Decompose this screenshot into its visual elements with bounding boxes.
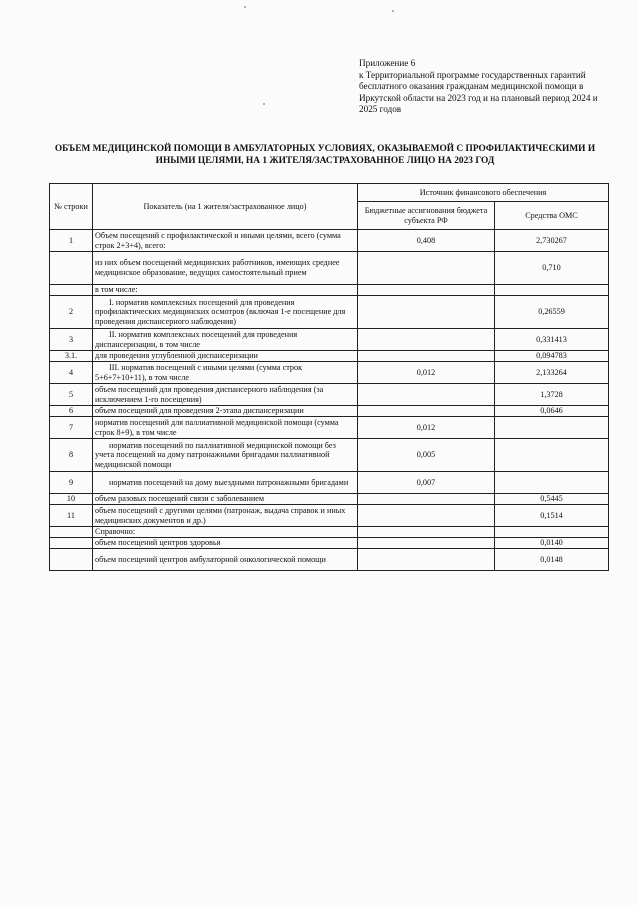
row-number: 11 <box>50 505 93 527</box>
row-oms-value: 0,0148 <box>495 549 609 571</box>
row-indicator: III. норматив посещений с иными целями (сумма строк 5+6+7+10+11), в том числе <box>93 362 358 384</box>
row-number: 3.1. <box>50 351 93 362</box>
row-number <box>50 538 93 549</box>
row-oms-value: 0,1514 <box>495 505 609 527</box>
scan-speck <box>244 6 246 8</box>
scan-speck <box>263 103 265 105</box>
row-indicator: норматив посещений по паллиативной медицинской помощи без учета посещений на дому патронажными бригадами паллиативной медицинской помощи <box>93 439 358 472</box>
row-budget-value <box>358 527 495 538</box>
row-oms-value: 0,5445 <box>495 494 609 505</box>
row-indicator: II. норматив комплексных посещений для проведения диспансеризации, в том числе <box>93 329 358 351</box>
table-row <box>50 538 609 549</box>
row-budget-value: 0,007 <box>358 472 495 494</box>
header-oms: Средства ОМС <box>495 202 609 230</box>
table-header <box>50 184 609 230</box>
table-row <box>50 439 609 472</box>
row-oms-value <box>495 527 609 538</box>
row-number: 8 <box>50 439 93 472</box>
row-number: 6 <box>50 406 93 417</box>
row-oms-value: 2,730267 <box>495 230 609 252</box>
table-row <box>50 252 609 285</box>
row-budget-value: 0,005 <box>358 439 495 472</box>
table-row <box>50 362 609 384</box>
row-indicator: объем разовых посещений связи с заболеванием <box>93 494 358 505</box>
header-budget: Бюджетные ассигнования бюджета субъекта РФ <box>358 202 495 230</box>
row-number <box>50 252 93 285</box>
row-oms-value: 0,331413 <box>495 329 609 351</box>
table-row <box>50 351 609 362</box>
row-indicator: объем посещений центров амбулаторной онкологической помощи <box>93 549 358 571</box>
row-number <box>50 549 93 571</box>
row-budget-value: 0,012 <box>358 417 495 439</box>
table-row <box>50 285 609 296</box>
annex-number: Приложение 6 <box>359 58 416 68</box>
row-budget-value: 0,408 <box>358 230 495 252</box>
row-budget-value <box>358 538 495 549</box>
row-budget-value <box>358 384 495 406</box>
row-oms-value: 2,133264 <box>495 362 609 384</box>
row-number <box>50 527 93 538</box>
row-number: 9 <box>50 472 93 494</box>
table-body <box>50 230 609 571</box>
row-budget-value <box>358 252 495 285</box>
row-oms-value: 0,0140 <box>495 538 609 549</box>
row-oms-value <box>495 417 609 439</box>
header-funding-source: Источник финансового обеспечения <box>358 184 609 202</box>
table-row <box>50 494 609 505</box>
row-indicator: Справочно: <box>93 527 358 538</box>
row-number <box>50 285 93 296</box>
row-budget-value <box>358 296 495 329</box>
document-title: ОБЪЕМ МЕДИЦИНСКОЙ ПОМОЩИ В АМБУЛАТОРНЫХ УСЛОВИЯХ, ОКАЗЫВАЕМОЙ С ПРОФИЛАКТИЧЕСКИМИ И ИНЫМИ ЦЕЛЯМИ, НА 1 ЖИТЕЛЯ/ЗАСТРАХОВАННОЕ ЛИЦО НА 2023 ГОД <box>54 144 596 166</box>
row-indicator: объем посещений с другими целями (патронаж, выдача справок и иных медицинских документов и др.) <box>93 505 358 527</box>
row-number: 10 <box>50 494 93 505</box>
row-indicator: норматив посещений на дому выездными патронажными бригадами <box>93 472 358 494</box>
row-indicator: объем посещений центров здоровья <box>93 538 358 549</box>
row-budget-value <box>358 351 495 362</box>
table-row <box>50 296 609 329</box>
table-row <box>50 472 609 494</box>
row-indicator: норматив посещений для паллиативной медицинской помощи (сумма строк 8+9), в том числе <box>93 417 358 439</box>
row-number: 2 <box>50 296 93 329</box>
table-row <box>50 230 609 252</box>
row-number: 7 <box>50 417 93 439</box>
table-row <box>50 549 609 571</box>
table-row <box>50 384 609 406</box>
header-indicator: Показатель (на 1 жителя/застрахованное лицо) <box>93 184 358 230</box>
row-number: 3 <box>50 329 93 351</box>
row-indicator: I. норматив комплексных посещений для проведения профилактических медицинских осмотров (включая 1-е посещение для проведения диспансерного наблюдения) <box>93 296 358 329</box>
annex-reference: к Территориальной программе государственных гарантий бесплатного оказания гражданам медицинской помощи в Иркутской области на 2023 год и на плановый период 2024 и 2025 годов <box>359 69 598 115</box>
table-row <box>50 527 609 538</box>
row-indicator: объем посещений для проведения диспансерного наблюдения (за исключением 1-го посещения) <box>93 384 358 406</box>
volume-table <box>49 183 609 571</box>
row-number: 1 <box>50 230 93 252</box>
table-row <box>50 417 609 439</box>
row-budget-value <box>358 329 495 351</box>
row-oms-value: 1,3728 <box>495 384 609 406</box>
row-indicator: для проведения углубленной диспансеризации <box>93 351 358 362</box>
row-budget-value <box>358 549 495 571</box>
annex-note <box>359 58 609 116</box>
row-budget-value <box>358 505 495 527</box>
row-oms-value: 0,094783 <box>495 351 609 362</box>
header-row-number: № строки <box>50 184 93 230</box>
row-number: 4 <box>50 362 93 384</box>
row-budget-value: 0,012 <box>358 362 495 384</box>
scan-speck <box>392 10 394 12</box>
row-oms-value <box>495 472 609 494</box>
table-row <box>50 406 609 417</box>
row-budget-value <box>358 285 495 296</box>
row-budget-value <box>358 406 495 417</box>
row-oms-value: 0,710 <box>495 252 609 285</box>
row-indicator: из них объем посещений медицинских работников, имеющих среднее медицинское образование, ведущих самостоятельный прием <box>93 252 358 285</box>
row-number: 5 <box>50 384 93 406</box>
row-oms-value: 0,0646 <box>495 406 609 417</box>
row-indicator: Объем посещений с профилактической и иными целями, всего (сумма строк 2+3+4), всего: <box>93 230 358 252</box>
row-oms-value <box>495 285 609 296</box>
table-row <box>50 505 609 527</box>
row-indicator: в том числе: <box>93 285 358 296</box>
row-oms-value: 0,26559 <box>495 296 609 329</box>
row-indicator: объем посещений для проведения 2-этапа диспансеризации <box>93 406 358 417</box>
table-row <box>50 329 609 351</box>
row-budget-value <box>358 494 495 505</box>
row-oms-value <box>495 439 609 472</box>
